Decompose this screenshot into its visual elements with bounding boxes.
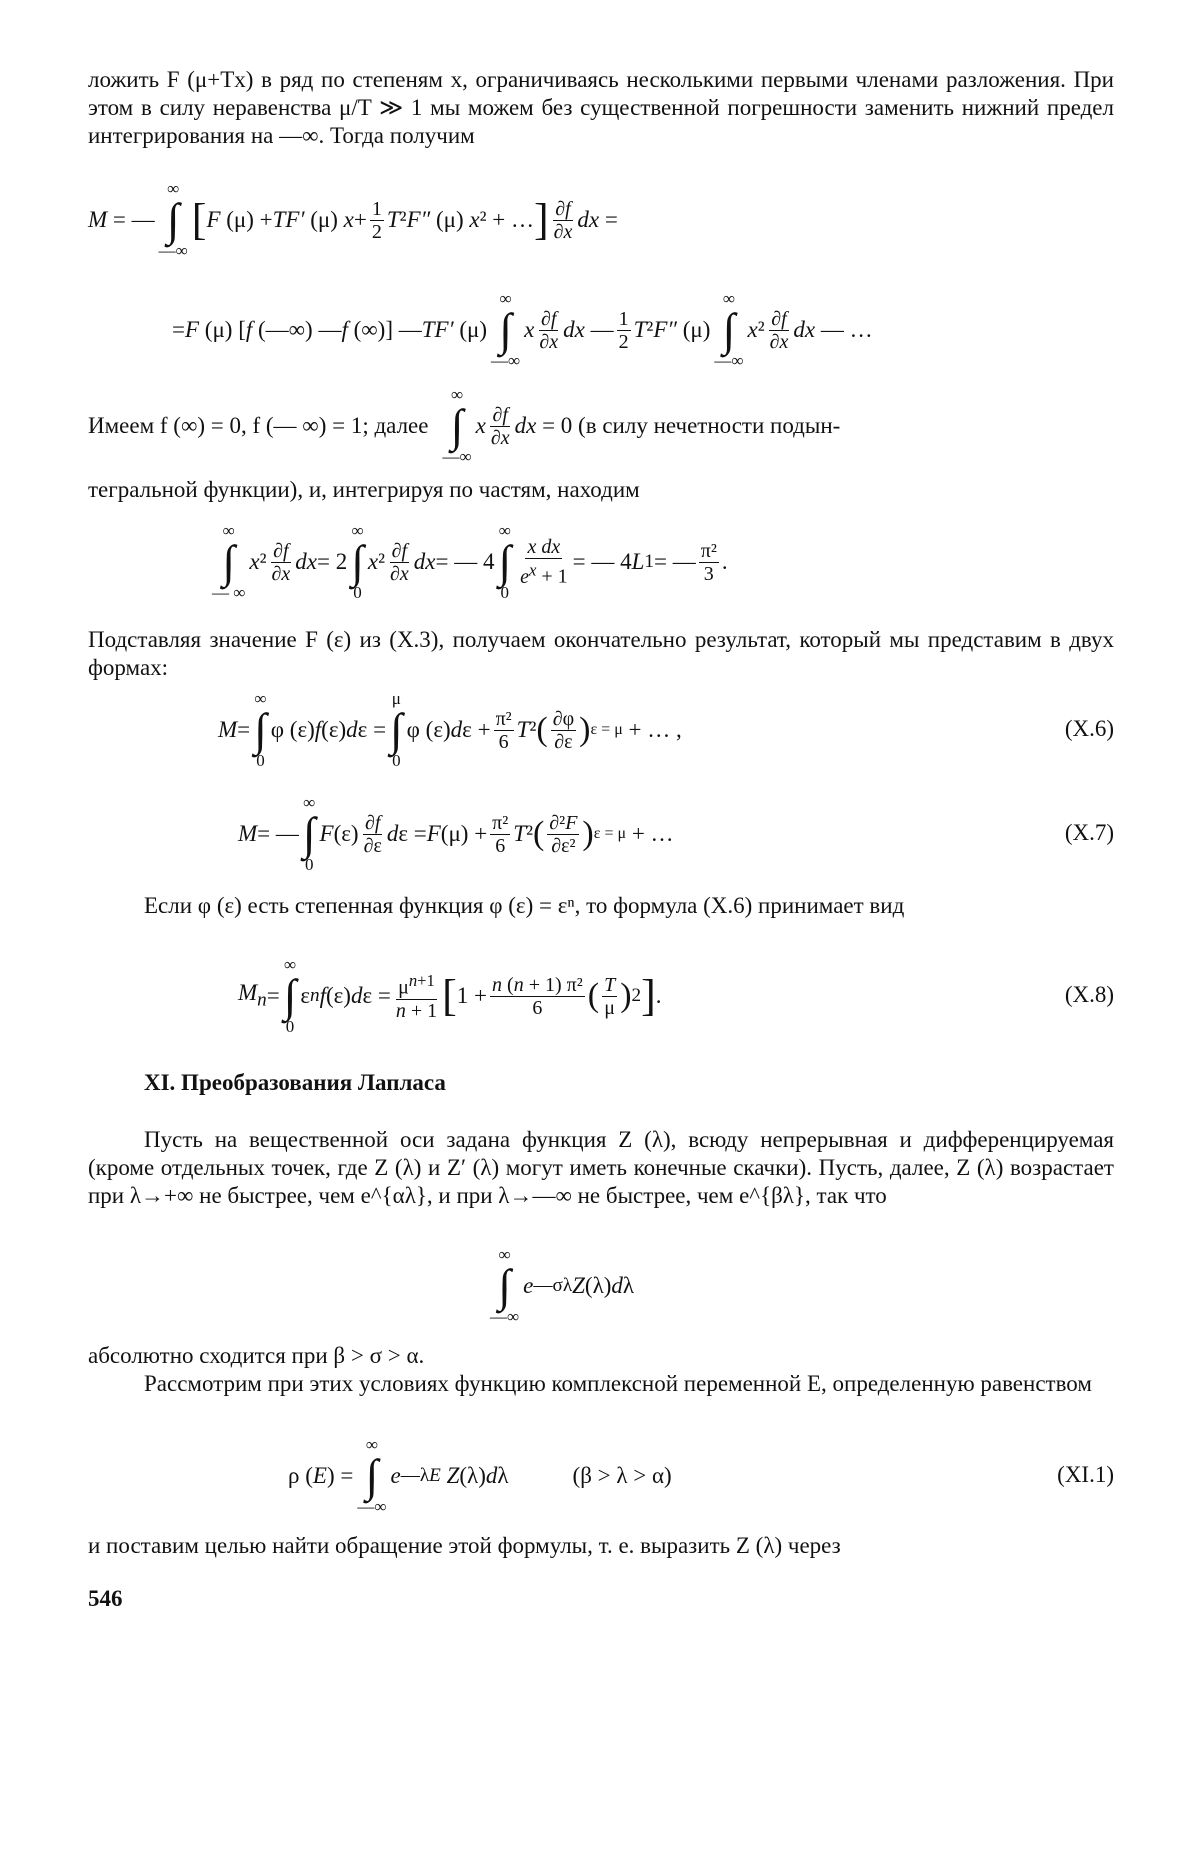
paragraph-4: Если φ (ε) есть степенная функция φ (ε) = εⁿ, то формула (X.6) принимает вид xyxy=(144,893,905,918)
equation-x8: $M_n$ = ∞ ∫ 0 ε n f (ε) d ε = $\frac{\mu^{n+1}}{n + 1}$ [ 1 + $\frac{\text{n (n + 1) π²}}{6}$ ( $\frac{T}{\mu}$ ) 2 ] . (X.8) xyxy=(238,955,1114,1036)
paragraph-2-end: = 0 (в силу нечетности подын- xyxy=(542,413,841,438)
equation-number-xi1: (XI.1) xyxy=(1057,1462,1114,1487)
page xyxy=(88,66,1114,1826)
equation-x6: M = ∞ ∫ 0 φ (ε) f (ε) d ε = μ ∫ 0 φ (ε) d ε + $\frac{\text{π²}}{6}$ T ² ( $\frac{\partial\varphi}{\partial\varepsilon}$ ) ε = μ + … , (X.6) xyxy=(218,689,1114,770)
paragraph-6: абсолютно сходится при β > σ > α. xyxy=(88,1343,425,1368)
paragraph-5: Пусть на вещественной оси задана функция Z (λ), всюду непрерывная и дифференцируемая (кроме отдельных точек, где Z (λ) и Z′ (λ) могут иметь конечные скачки). Пусть, далее, Z (λ) возрастает при λ→+∞ не быстрее, чем e^{αλ}, и при λ→—∞ не быстрее, чем e^{βλ}, так что xyxy=(88,1127,1114,1208)
equation-number-x6: (X.6) xyxy=(1064,716,1114,741)
paragraph-2-line: Имеем f (∞) = 0, f (— ∞) = 1; далее ∞ ∫ —∞ x $\frac{\partial f}{\partial x}$ dx = 0 (в силу нечетности подын- xyxy=(88,385,841,466)
equation-x7: M = — ∞ ∫ 0 F (ε) $\frac{\partial f}{\partial\varepsilon}$ d ε = F (μ) + $\frac{\text{π²}}{6}$ T ² ( $\frac{\text{∂²F}}{\text{∂ε²}}$ ) ε = μ + … (X.7) xyxy=(238,793,1114,874)
paragraph-7: Рассмотрим при этих условиях функцию комплексной переменной E, определенную равенством xyxy=(144,1371,1092,1396)
equation-xi1-condition: (β > λ > α) xyxy=(572,1463,672,1488)
equation-m-expansion-line1: M = — ∞ ∫ —∞ [ F (μ) + TF′ (μ) x + $\frac{1}{2}$ T ² F″ (μ) x ² + … ] $\frac{\partial f}{\partial x}$ dx = xyxy=(88,179,618,260)
equation-number-x8: (X.8) xyxy=(1064,982,1114,1007)
equation-m-expansion-line2: = F (μ) [ f (—∞) — f (∞)] — TF′ (μ) ∞ ∫ —∞ x $\frac{\partial f}{\partial x}$ dx — $\frac{1}{2}$ T ² F″ (μ) ∞ ∫ —∞ x ² $\frac{\partial f}{\partial x}$ dx — … xyxy=(172,289,873,370)
equation-number-x7: (X.7) xyxy=(1064,820,1114,845)
page-number: 546 xyxy=(88,1586,123,1611)
section-heading: XI. Преобразования Лапласа xyxy=(144,1070,446,1095)
equation-second-moment: ∞ ∫ — ∞ x ² $\frac{\partial f}{\partial x}$ dx = 2 ∞ ∫ 0 x ² $\frac{\partial f}{\partial x}$ dx = — 4 ∞ ∫ 0 $\frac{\text{x dx}}{e^x + 1}$ = — 4 L 1 = — $\frac{\text{π²}}{3}$ . xyxy=(212,521,728,602)
paragraph-2-continued: тегральной функции), и, интегрируя по частям, находим xyxy=(88,477,640,502)
paragraph-8: и поставим целью найти обращение этой формулы, т. е. выразить Z (λ) через xyxy=(88,1533,841,1558)
paragraph-2-start: Имеем f (∞) = 0, f (— ∞) = 1; далее xyxy=(88,413,429,438)
equation-xi1: ρ ( E ) = ∞ ∫ —∞ e —λE Z (λ) d λ (β > λ > α) (XI.1) xyxy=(288,1435,1114,1516)
paragraph-3: Подставляя значение F (ε) из (X.3), получаем окончательно результат, который мы представим в двух формах: xyxy=(88,627,1114,680)
paragraph-1: ложить F (μ+Tx) в ряд по степеням x, ограничиваясь несколькими первыми членами разложения. При этом в силу неравенства μ/T ≫ 1 мы можем без существенной погрешности заменить нижний предел интегрирования на —∞. Тогда получим xyxy=(88,67,1114,148)
equation-laplace-convergence: ∞ ∫ —∞ e —σλ Z (λ) d λ xyxy=(490,1245,635,1326)
